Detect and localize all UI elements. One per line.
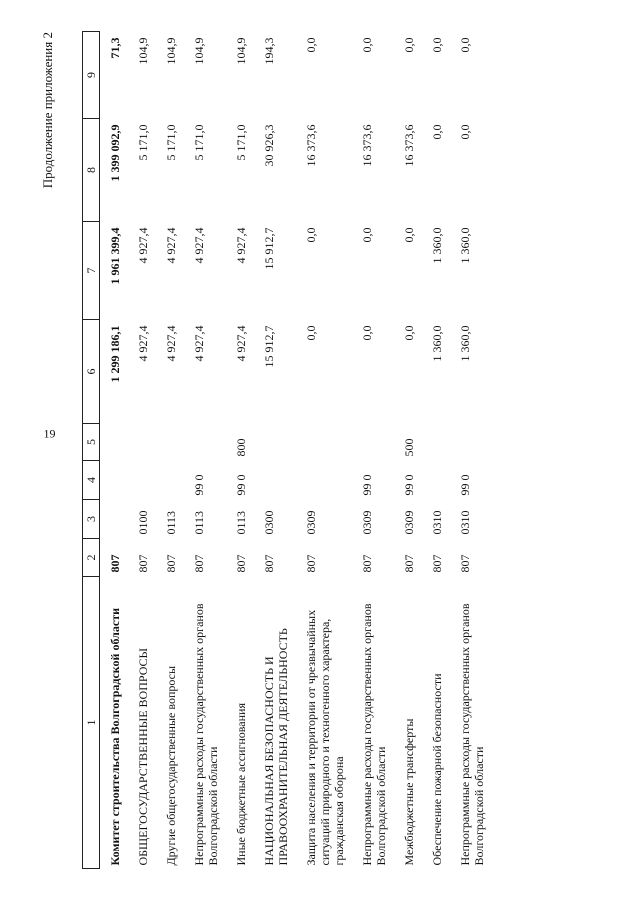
row-value-cell: 4 927,4: [164, 325, 178, 362]
row-value-cell: 4 927,4: [192, 227, 206, 264]
row-value-cell: 807: [360, 554, 374, 573]
row-name-cell: Комитет строительства Волгоградской области: [108, 607, 122, 866]
row-value-cell: 71,3: [108, 37, 122, 59]
table-row: [296, 32, 352, 869]
row-value-cell: 0113: [192, 510, 206, 535]
table-body: [100, 32, 493, 869]
row-name-cell: НАЦИОНАЛЬНАЯ БЕЗОПАСНОСТЬ И ПРАВООХРАНИТЕЛЬНАЯ ДЕЯТЕЛЬНОСТЬ: [262, 628, 290, 866]
row-name-cell: Непрограммные расходы государственных органов Волгоградской области: [458, 603, 486, 866]
row-value-cell: 0113: [234, 510, 248, 535]
column-header: 4: [83, 461, 100, 500]
row-value-cell: 0,0: [360, 227, 374, 243]
table-row: [394, 32, 422, 869]
row-value-cell: 807: [192, 554, 206, 573]
table-row: [450, 32, 492, 869]
row-value-cell: 15 912,7: [262, 325, 276, 368]
row-value-cell: 0,0: [360, 37, 374, 53]
row-name-cell: Другие общегосударственные вопросы: [164, 665, 178, 866]
row-value-cell: 5 171,0: [136, 124, 150, 161]
table-row: [226, 32, 254, 869]
row-value-cell: 0309: [360, 510, 374, 535]
row-name-cell: Обеспечение пожарной безопасности: [430, 673, 444, 866]
row-value-cell: [450, 424, 492, 461]
row-value-cell: 99 0: [234, 474, 248, 496]
table-row: [184, 32, 226, 869]
row-value-cell: [352, 424, 394, 461]
row-value-cell: 4 927,4: [192, 325, 206, 362]
row-value-cell: 500: [402, 438, 416, 457]
table-row: [352, 32, 394, 869]
row-value-cell: [422, 461, 450, 500]
row-value-cell: 30 926,3: [262, 124, 276, 167]
row-value-cell: 0,0: [402, 37, 416, 53]
row-value-cell: 4 927,4: [234, 325, 248, 362]
row-value-cell: [296, 461, 352, 500]
row-value-cell: 0,0: [402, 325, 416, 341]
row-value-cell: 1 961 399,4: [108, 227, 122, 285]
row-value-cell: 0,0: [304, 37, 318, 53]
row-value-cell: 0,0: [304, 325, 318, 341]
row-value-cell: 194,3: [262, 37, 276, 65]
page-number: 19: [43, 426, 56, 441]
row-value-cell: 1 399 092,9: [108, 124, 122, 182]
row-value-cell: 16 373,6: [360, 124, 374, 167]
row-value-cell: 4 927,4: [234, 227, 248, 264]
row-value-cell: [156, 424, 184, 461]
row-value-cell: [156, 461, 184, 500]
column-header: 6: [83, 320, 100, 424]
row-value-cell: 0,0: [304, 227, 318, 243]
row-value-cell: [254, 424, 296, 461]
row-value-cell: 807: [304, 554, 318, 573]
table-row: [254, 32, 296, 869]
row-value-cell: 0,0: [458, 37, 472, 53]
row-value-cell: [128, 424, 156, 461]
row-value-cell: 0100: [136, 510, 150, 535]
row-value-cell: 104,9: [192, 37, 206, 65]
row-value-cell: 0300: [262, 510, 276, 535]
row-value-cell: 1 360,0: [430, 325, 444, 362]
row-value-cell: 807: [458, 554, 472, 573]
row-name-cell: Межбюджетные трансферты: [402, 718, 416, 866]
table-header-row: [83, 32, 100, 869]
row-value-cell: 807: [108, 554, 122, 573]
row-value-cell: [184, 424, 226, 461]
column-header: 2: [83, 539, 100, 577]
row-value-cell: 104,9: [164, 37, 178, 65]
row-value-cell: 16 373,6: [402, 124, 416, 167]
table-row: [422, 32, 450, 869]
budget-table: [82, 31, 492, 869]
row-value-cell: 99 0: [360, 474, 374, 496]
row-value-cell: 0,0: [430, 37, 444, 53]
row-value-cell: 0,0: [402, 227, 416, 243]
row-value-cell: [100, 424, 129, 461]
row-value-cell: 99 0: [402, 474, 416, 496]
column-header: 3: [83, 500, 100, 539]
row-value-cell: 5 171,0: [234, 124, 248, 161]
row-name-cell: Непрограммные расходы государственных органов Волгоградской области: [360, 603, 388, 866]
column-header: 1: [83, 577, 100, 869]
row-value-cell: 807: [262, 554, 276, 573]
column-header: 8: [83, 119, 100, 222]
row-value-cell: 0,0: [430, 124, 444, 140]
row-value-cell: [254, 461, 296, 500]
row-value-cell: 807: [430, 554, 444, 573]
row-value-cell: 5 171,0: [164, 124, 178, 161]
row-value-cell: 99 0: [458, 474, 472, 496]
row-value-cell: 5 171,0: [192, 124, 206, 161]
row-value-cell: 1 360,0: [458, 227, 472, 264]
row-value-cell: 15 912,7: [262, 227, 276, 270]
row-value-cell: [100, 461, 129, 500]
column-header: 5: [83, 424, 100, 461]
row-value-cell: [100, 500, 129, 539]
row-value-cell: 0309: [402, 510, 416, 535]
row-value-cell: 0310: [458, 510, 472, 535]
row-value-cell: [128, 461, 156, 500]
row-value-cell: 4 927,4: [136, 325, 150, 362]
row-value-cell: 807: [234, 554, 248, 573]
row-name-cell: Непрограммные расходы государственных органов Волгоградской области: [192, 603, 220, 866]
row-value-cell: 99 0: [192, 474, 206, 496]
row-name-cell: Иные бюджетные ассигнования: [234, 703, 248, 866]
row-value-cell: 807: [402, 554, 416, 573]
table-row: [128, 32, 156, 869]
row-value-cell: 0309: [304, 510, 318, 535]
row-value-cell: 4 927,4: [164, 227, 178, 264]
row-value-cell: 1 360,0: [430, 227, 444, 264]
row-value-cell: 0,0: [458, 124, 472, 140]
row-value-cell: [422, 424, 450, 461]
row-value-cell: 1 360,0: [458, 325, 472, 362]
row-value-cell: 104,9: [234, 37, 248, 65]
column-header: 7: [83, 222, 100, 320]
row-value-cell: 800: [234, 438, 248, 457]
table-row: [100, 32, 129, 869]
table-row: [156, 32, 184, 869]
column-header: 9: [83, 32, 100, 119]
row-value-cell: 1 299 186,1: [108, 325, 122, 383]
continuation-title: Продолжение приложения 2: [40, 32, 55, 189]
row-name-cell: ОБЩЕГОСУДАРСТВЕННЫЕ ВОПРОСЫ: [136, 648, 150, 866]
row-value-cell: 104,9: [136, 37, 150, 65]
row-value-cell: [296, 424, 352, 461]
row-value-cell: 0310: [430, 510, 444, 535]
row-value-cell: 807: [164, 554, 178, 573]
row-value-cell: 0113: [164, 510, 178, 535]
row-value-cell: 807: [136, 554, 150, 573]
row-value-cell: 0,0: [360, 325, 374, 341]
row-name-cell: Защита населения и территории от чрезвычайных ситуаций природного и техногенного характера, гражданская оборона: [304, 609, 346, 866]
row-value-cell: 16 373,6: [304, 124, 318, 167]
row-value-cell: 4 927,4: [136, 227, 150, 264]
